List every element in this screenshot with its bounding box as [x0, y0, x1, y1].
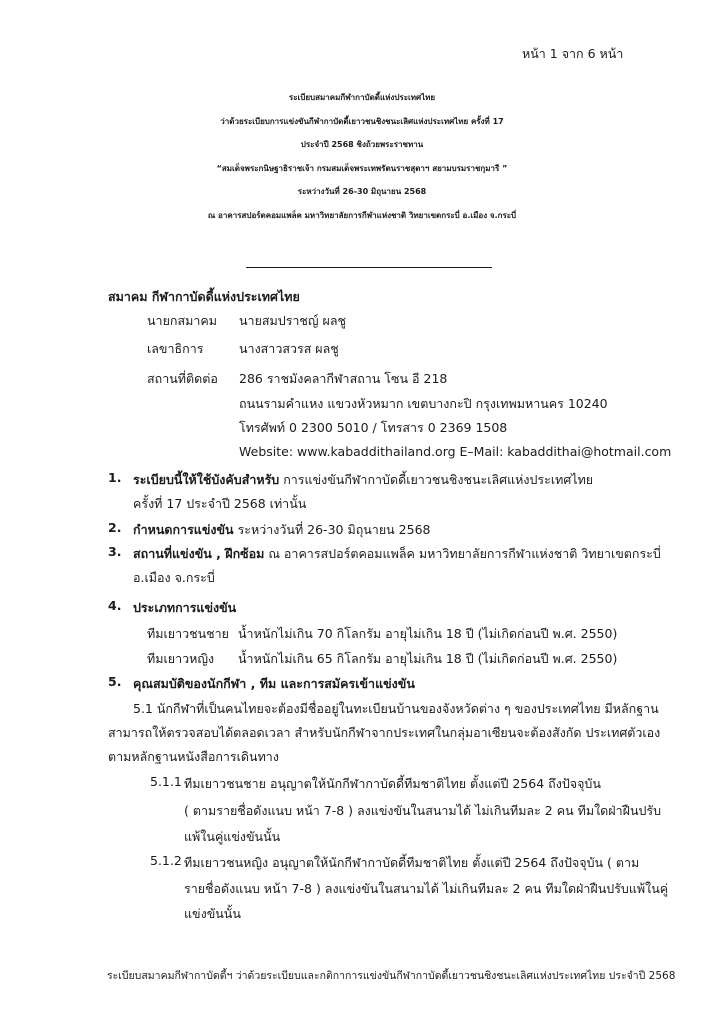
- section-5-1-2-line-2: รายชื่อดังแนบ หน้า 7-8 ) ลงแข่งขันในสนามได้ ไม่เกินทีมละ 2 คน ทีมใดฝ่าฝืนปรับแพ้ในคู่: [184, 881, 669, 896]
- item-1-line: [133, 470, 593, 490]
- item-5-number: 5.: [108, 674, 122, 689]
- contact-label: สถานที่ติดต่อ: [147, 371, 218, 386]
- girls-team-label: ทีมเยาวหญิง: [147, 651, 215, 666]
- item-4-heading: ประเภทการแข่งขัน: [133, 600, 237, 615]
- item-4-number: 4.: [108, 598, 122, 613]
- divider: [246, 267, 492, 268]
- section-5-1-line-1: 5.1 นักกีฬาที่เป็นคนไทยจะต้องมีชื่ออยู่ในทะเบียนบ้านของจังหวัดต่าง ๆ ของประเทศไทย มีหลักฐาน: [133, 701, 659, 716]
- address-line-1: 286 ราชมังคลากีฬาสถาน โซน อี 218: [239, 371, 448, 386]
- header-line-5: ระหว่างวันที่ 26-30 มิถุนายน 2568: [297, 187, 427, 196]
- item-2-line: [133, 520, 430, 540]
- item-3-text: ณ อาคารสปอร์ตคอมแพล็ค มหาวิทยาลัยการกีฬาแห่งชาติ วิทยาเขตกระบี่: [264, 546, 661, 561]
- president-label: นายกสมาคม: [147, 313, 217, 328]
- item-3-number: 3.: [108, 544, 122, 559]
- item-2-heading: กำหนดการแข่งขัน: [133, 522, 234, 537]
- section-5-1-1-line-3: แพ้ในคู่แข่งขันนั้น: [184, 829, 281, 844]
- boys-team-label: ทีมเยาวชนชาย: [147, 626, 229, 641]
- section-5-1-1-line-2: ( ตามรายชื่อดังแนบ หน้า 7-8 ) ลงแข่งขันในสนามได้ ไม่เกินทีมละ 2 คน ทีมใดฝ่าฝืนปรับ: [184, 803, 662, 818]
- header-line-4: “สมเด็จพระกนิษฐาธิราชเจ้า กรมสมเด็จพระเทพรัตนราชสุดาฯ สยามบรมราชกุมารี ”: [216, 164, 508, 173]
- item-3-continuation: อ.เมือง จ.กระบี่: [133, 570, 215, 585]
- item-3-line: [133, 544, 661, 564]
- web-email-line: [239, 444, 671, 459]
- section-5-1-line-2: สามารถให้ตรวจสอบได้ตลอดเวลา สำหรับนักกีฬาจากประเทศในกลุ่มอาเซียนจะต้องสังกัด ประเทศตัวเอง: [108, 725, 661, 740]
- page-footer: ระเบียบสมาคมกีฬากาบัดดี้ฯ ว่าด้วยระเบียบและกติกาการแข่งขันกีฬากาบัดดี้เยาวชนชิงชนะเลิศแห่งประเทศไทย ประจำปี 2568: [107, 970, 676, 982]
- phone-fax: โทรศัพท์ 0 2300 5010 / โทรสาร 0 2369 1508: [239, 420, 508, 435]
- item-5-heading: คุณสมบัติของนักกีฬา , ทีม และการสมัครเข้าแข่งขัน: [133, 676, 415, 691]
- address-line-2: ถนนรามคำแหง แขวงหัวหมาก เขตบางกะปิ กรุงเทพมหานคร 10240: [239, 396, 608, 411]
- header-line-6: ณ อาคารสปอร์ตคอมแพล็ค มหาวิทยาลัยการกีฬาแห่งชาติ วิทยาเขตกระบี่ อ.เมือง จ.กระบี่: [207, 211, 517, 220]
- section-5-1-2-number: 5.1.2: [150, 853, 182, 868]
- girls-team-text: น้ำหนักไม่เกิน 65 กิโลกรัม อายุไม่เกิน 18 ปี (ไม่เกิดก่อนปี พ.ศ. 2550): [238, 651, 618, 666]
- item-3-heading: สถานที่แข่งขัน , ฝึกซ้อม: [133, 546, 265, 561]
- item-2-number: 2.: [108, 520, 122, 535]
- section-5-1-1-number: 5.1.1: [150, 774, 182, 789]
- section-5-1-2-line-3: แข่งขันนั้น: [184, 906, 241, 921]
- section-5-1-line-3: ตามหลักฐานหนังสือการเดินทาง: [108, 749, 279, 764]
- boys-team-text: น้ำหนักไม่เกิน 70 กิโลกรัม อายุไม่เกิน 18 ปี (ไม่เกิดก่อนปี พ.ศ. 2550): [238, 626, 618, 641]
- section-5-1-1-line-1: ทีมเยาวชนชาย อนุญาตให้นักกีฬากาบัดดี้ทีมชาติไทย ตั้งแต่ปี 2564 ถึงปัจจุบัน: [184, 776, 601, 791]
- item-1-number: 1.: [108, 470, 122, 485]
- header-line-2: ว่าด้วยระเบียบการแข่งขันกีฬากาบัดดี้เยาวชนชิงชนะเลิศแห่งประเทศไทย ครั้งที่ 17: [220, 117, 504, 126]
- secretary-name: นางสาวสวรส ผลชู: [239, 341, 339, 356]
- header-line-1: ระเบียบสมาคมกีฬากาบัดดี้แห่งประเทศไทย: [288, 93, 436, 102]
- association-title: สมาคม กีฬากาบัดดี้แห่งประเทศไทย: [108, 289, 300, 304]
- item-1-continuation: ครั้งที่ 17 ประจำปี 2568 เท่านั้น: [133, 496, 307, 511]
- header-line-3: ประจำปี 2568 ชิงถ้วยพระราชทาน: [300, 140, 424, 149]
- item-2-text: ระหว่างวันที่ 26-30 มิถุนายน 2568: [233, 522, 431, 537]
- website-link[interactable]: www.kabaddithailand.org: [297, 444, 456, 459]
- page-number: หน้า 1 จาก 6 หน้า: [522, 46, 624, 61]
- website-prefix: Website:: [239, 444, 298, 459]
- item-1-text: การแข่งขันกีฬากาบัดดี้เยาวชนชิงชนะเลิศแห่งประเทศไทย: [279, 472, 594, 487]
- president-name: นายสมปราชญ์ ผลชู: [239, 313, 347, 328]
- secretary-label: เลขาธิการ: [147, 341, 204, 356]
- item-1-heading: ระเบียบนี้ให้ใช้บังคับสำหรับ: [133, 472, 280, 487]
- email-prefix: E–Mail:: [455, 444, 508, 459]
- email-link[interactable]: kabaddithai@hotmail.com: [507, 444, 672, 459]
- section-5-1-2-line-1: ทีมเยาวชนหญิง อนุญาตให้นักกีฬากาบัดดี้ทีมชาติไทย ตั้งแต่ปี 2564 ถึงปัจจุบัน ( ตาม: [184, 855, 640, 870]
